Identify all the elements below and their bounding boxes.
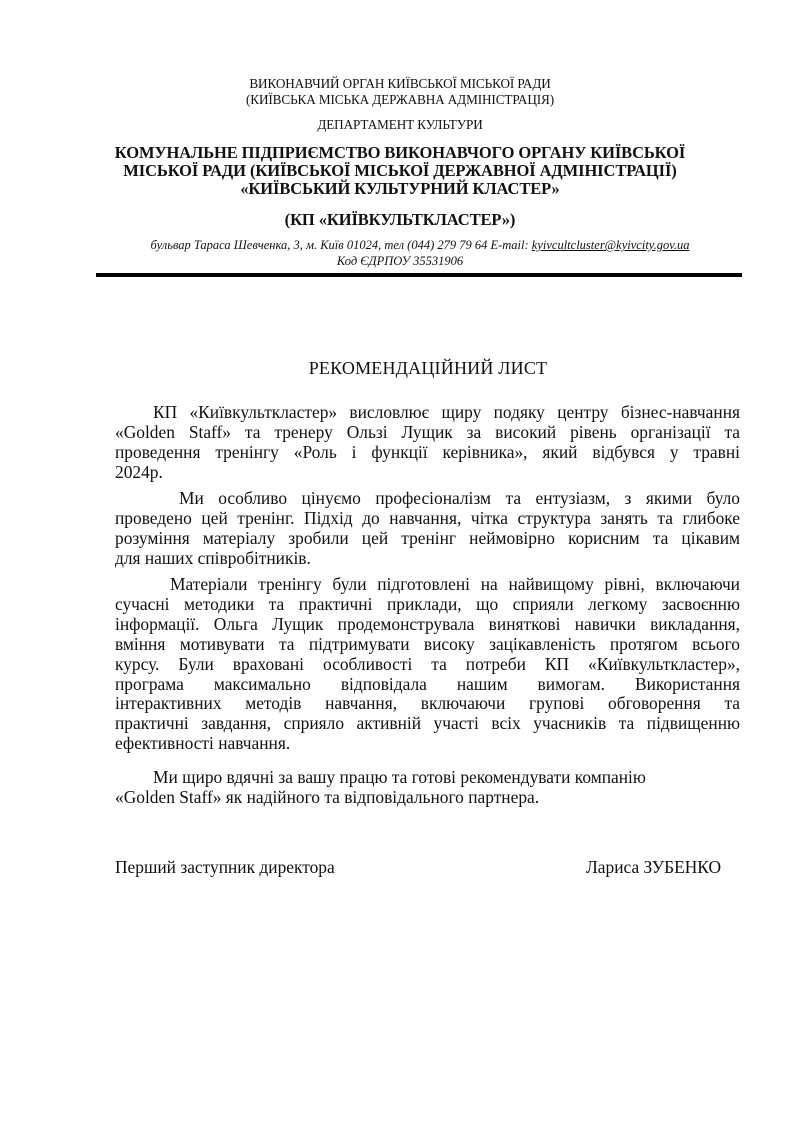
text-line: сучасні методики та практичні приклади, що сприяли легкому засвоєнню [115,593,740,614]
text-line: програма максимально відповідала нашим вимогам. Використання [115,673,740,694]
text-line: проведено цей тренінг. Підхід до навчання, чітка структура занять та глибоке [115,507,740,528]
org-name-line-2: МІСЬКОЇ РАДИ (КИЇВСЬКОЇ МІСЬКОЇ ДЕРЖАВНОЇ АДМІНІСТРАЦІЇ) [123,161,677,180]
text-line: розуміння матеріалу зробили цей тренінг неймовірно корисним та цікавим [115,527,740,548]
text-line: ефективності навчання. [115,733,291,754]
address-line [20,238,800,253]
address-text: бульвар Тараса Шевченка, 3, м. Київ 01024, тел (044) 279 79 64 E-mail: [150,238,532,252]
text-line: «Golden Staff» та тренеру Ользі Лущик за високий рівень організації та [115,421,740,442]
text-line: вміння мотивувати та підтримувати високу зацікавленість протягом всього [115,633,740,654]
text-line: Матеріали тренінгу були підготовлені на найвищому рівні, включаючи [170,574,740,594]
org-name-line-3: «КИЇВСЬКИЙ КУЛЬТУРНИЙ КЛАСТЕР» [240,179,560,198]
authority-line-1: ВИКОНАВЧИЙ ОРГАН КИЇВСЬКОЇ МІСЬКОЇ РАДИ [249,76,551,91]
text-line: 2024р. [115,461,163,482]
letterhead-divider [96,273,742,277]
paragraph-1 [115,403,740,483]
department-name: ДЕПАРТАМЕНТ КУЛЬТУРИ [317,117,483,132]
edrpou-code: Код ЄДРПОУ 35531906 [336,254,464,268]
text-line: практичні завдання, сприяло активній участі всіх учасників та підвищенню [115,713,740,734]
text-line: «Golden Staff» як надійного та відповідального партнера. [115,786,540,807]
signatory-name: Лариса ЗУБЕНКО [586,857,721,877]
email-link[interactable]: kyivcultcluster@kyivcity.gov.ua [531,238,690,252]
text-line: Ми щиро вдячні за вашу працю та готові рекомендувати компанію [153,767,646,787]
paragraph-3 [115,575,740,754]
authority-line-2: (КИЇВСЬКА МІСЬКА ДЕРЖАВНА АДМІНІСТРАЦІЯ) [245,92,555,107]
text-line: для наших співробітників. [115,547,311,568]
text-line: інформації. Ольга Лущик продемонструвала виняткові навички викладання, [115,613,740,634]
org-short-name: (КП «КИЇВКУЛЬТКЛАСТЕР») [284,210,516,229]
letter-title: РЕКОМЕНДАЦІЙНИЙ ЛИСТ [308,358,548,378]
signatory-position: Перший заступник директора [115,857,335,877]
text-line: проведення тренінгу «Роль і функції керівника», який відбувся у травні [115,441,740,462]
text-line: Ми особливо цінуємо професіоналізм та ентузіазм, з якими було [179,488,740,508]
org-name-line-1: КОМУНАЛЬНЕ ПІДПРИЄМСТВО ВИКОНАВЧОГО ОРГАНУ КИЇВСЬКОЇ [114,143,686,162]
paragraph-2 [115,489,740,569]
text-line: інтерактивних методів навчання, включаючи групові обговорення та [115,693,740,714]
text-line: КП «Київкульткластер» висловлює щиру подяку центру бізнес-навчання [153,402,740,422]
text-line: курсу. Були враховані особливості та потреби КП «Київкульткластер», [115,653,740,674]
paragraph-4 [115,768,740,808]
